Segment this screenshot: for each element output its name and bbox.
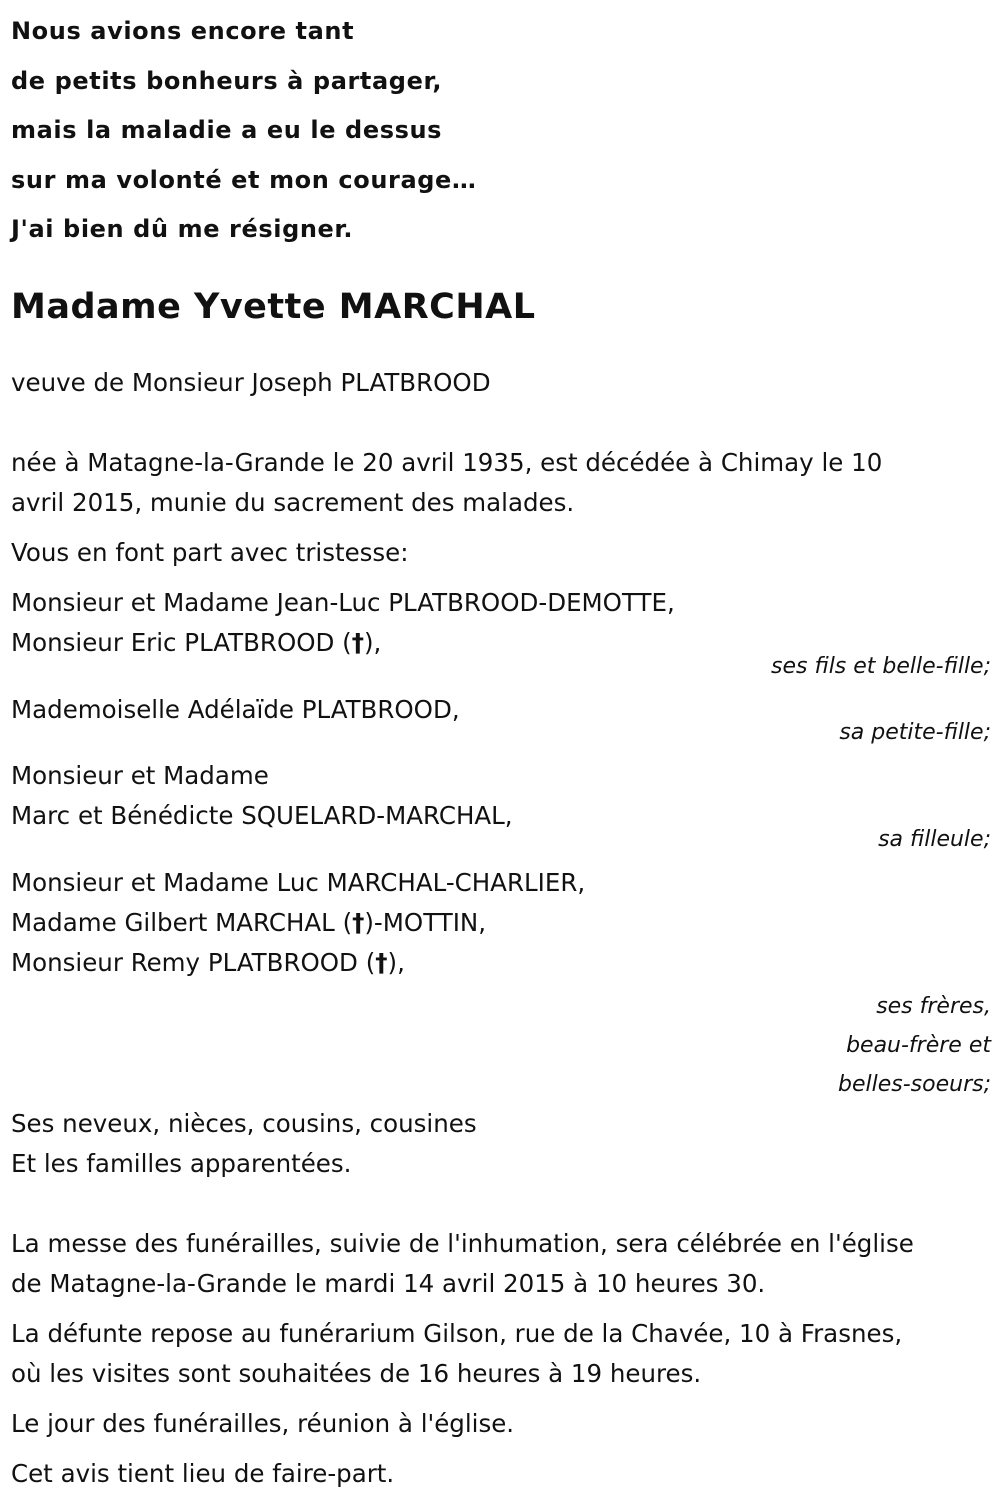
family-line: Et les familles apparentées.	[11, 1148, 352, 1178]
relation-label: sa petite-fille;	[839, 719, 991, 745]
funeral-rest	[11, 1314, 991, 1394]
obituary-notice	[11, 0, 991, 1486]
relation-label: ses fils et belle-fille;	[771, 653, 991, 679]
funeral-line: La défunte repose au funérarium Gilson, rue de la Chavée, 10 à Frasnes,	[11, 1318, 903, 1348]
funeral-mass	[11, 1224, 991, 1304]
poem-line: mais la maladie a eu le dessus	[11, 116, 443, 144]
family-line: Monsieur et Madame	[11, 760, 269, 790]
family-goddaughter	[11, 756, 991, 859]
family-line	[11, 943, 991, 983]
family-extended	[11, 1104, 991, 1184]
family-line-text: Monsieur Remy PLATBROOD (	[11, 947, 376, 977]
deceased-name: Madame Yvette MARCHAL	[11, 286, 536, 327]
cross-icon: †	[375, 947, 388, 977]
family-line: Marc et Bénédicte SQUELARD-MARCHAL,	[11, 800, 513, 830]
family-line-text: Madame Gilbert MARCHAL (	[11, 907, 353, 937]
family-siblings	[11, 863, 991, 1104]
birth-death-line: née à Matagne-la-Grande le 20 avril 1935, est décédée à Chimay le 10	[11, 447, 883, 477]
family-sons	[11, 583, 991, 686]
relation-label: belles-soeurs;	[838, 1071, 991, 1097]
family-line: Monsieur et Madame Luc MARCHAL-CHARLIER,	[11, 867, 586, 897]
poem-line: J'ai bien dû me résigner.	[11, 215, 354, 243]
funeral-meeting: Le jour des funérailles, réunion à l'église.	[11, 1408, 515, 1438]
family-line-text: Monsieur Eric PLATBROOD (	[11, 627, 352, 657]
birth-death-line: avril 2015, munie du sacrement des malades.	[11, 487, 575, 517]
widow-of: veuve de Monsieur Joseph PLATBROOD	[11, 367, 491, 397]
funeral-line: La messe des funérailles, suivie de l'inhumation, sera célébrée en l'église	[11, 1228, 914, 1258]
cross-icon: †	[351, 627, 364, 657]
cross-icon: †	[352, 907, 365, 937]
relation-label: sa filleule;	[878, 826, 991, 852]
poem-line: de petits bonheurs à partager,	[11, 66, 443, 95]
announcement-intro: Vous en font part avec tristesse:	[11, 537, 409, 567]
faire-part-notice: Cet avis tient lieu de faire-part.	[11, 1458, 395, 1488]
birth-death-paragraph	[11, 443, 991, 523]
opening-poem	[11, 0, 991, 255]
family-line	[11, 903, 991, 943]
family-line-text: )-MOTTIN,	[364, 907, 487, 937]
family-line: Mademoiselle Adélaïde PLATBROOD,	[11, 694, 460, 724]
poem-line: sur ma volonté et mon courage…	[11, 165, 477, 194]
family-granddaughter	[11, 690, 991, 752]
funeral-line: où les visites sont souhaitées de 16 heures à 19 heures.	[11, 1358, 702, 1388]
relation-label: beau-frère et	[846, 1032, 991, 1058]
relation-label: ses frères,	[876, 993, 991, 1019]
family-line: Ses neveux, nièces, cousins, cousines	[11, 1108, 477, 1138]
family-line-text: ),	[387, 947, 405, 977]
poem-line: Nous avions encore tant	[11, 17, 355, 45]
family-line: Monsieur et Madame Jean-Luc PLATBROOD-DEMOTTE,	[11, 587, 675, 617]
funeral-line: de Matagne-la-Grande le mardi 14 avril 2015 à 10 heures 30.	[11, 1268, 766, 1298]
family-line-text: ),	[363, 627, 382, 657]
